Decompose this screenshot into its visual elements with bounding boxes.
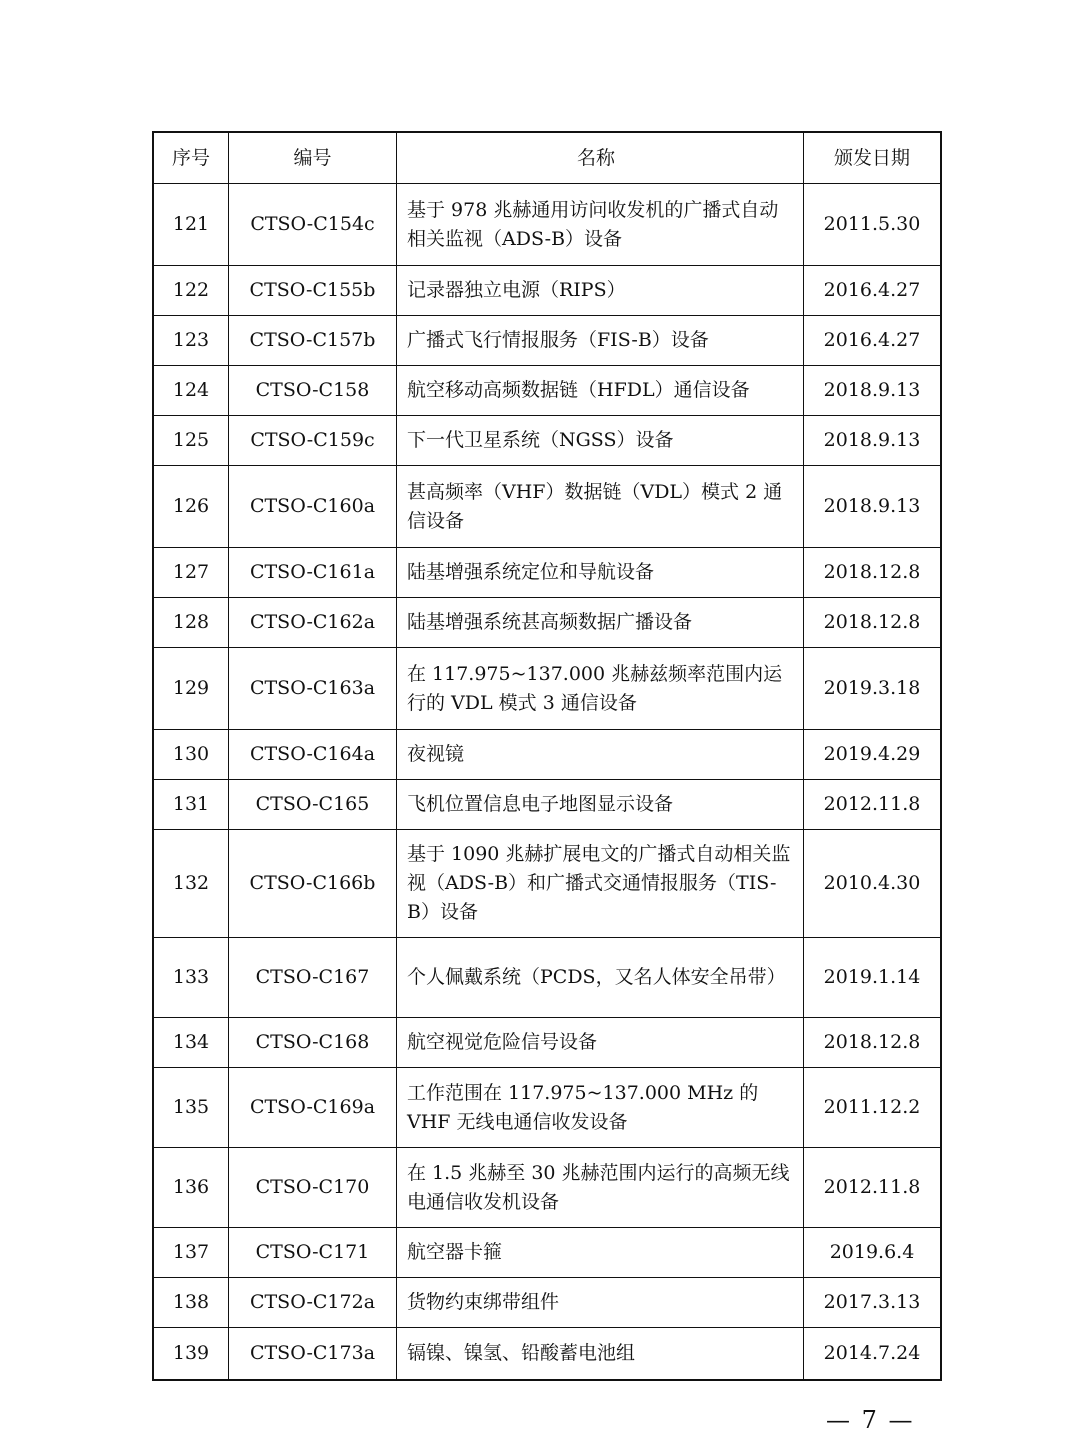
cell-seq: 139 bbox=[153, 1328, 229, 1380]
cell-seq: 137 bbox=[153, 1228, 229, 1278]
cell-code: CTSO-C173a bbox=[229, 1328, 397, 1380]
cell-name: 航空移动高频数据链（HFDL）通信设备 bbox=[397, 366, 804, 416]
table-header-row bbox=[153, 132, 941, 184]
cell-code: CTSO-C169a bbox=[229, 1068, 397, 1148]
cell-name: 陆基增强系统甚高频数据广播设备 bbox=[397, 598, 804, 648]
cell-name: 广播式飞行情报服务（FIS-B）设备 bbox=[397, 316, 804, 366]
table-row bbox=[153, 316, 941, 366]
header-name: 名称 bbox=[397, 132, 804, 184]
table-row bbox=[153, 1228, 941, 1278]
table-row bbox=[153, 1328, 941, 1380]
table-row bbox=[153, 1148, 941, 1228]
table-row bbox=[153, 366, 941, 416]
header-code: 编号 bbox=[229, 132, 397, 184]
cell-date: 2019.6.4 bbox=[804, 1228, 942, 1278]
cell-seq: 132 bbox=[153, 830, 229, 938]
cell-date: 2018.9.13 bbox=[804, 366, 942, 416]
cell-seq: 127 bbox=[153, 548, 229, 598]
cell-seq: 123 bbox=[153, 316, 229, 366]
cell-code: CTSO-C161a bbox=[229, 548, 397, 598]
cell-name: 记录器独立电源（RIPS） bbox=[397, 266, 804, 316]
page-number: — 7 — bbox=[826, 1406, 915, 1434]
cell-name: 基于 1090 兆赫扩展电文的广播式自动相关监视（ADS-B）和广播式交通情报服务（TIS-B）设备 bbox=[397, 830, 804, 938]
cell-code: CTSO-C163a bbox=[229, 648, 397, 730]
cell-seq: 131 bbox=[153, 780, 229, 830]
certification-table bbox=[152, 131, 942, 1381]
table-row bbox=[153, 1068, 941, 1148]
cell-date: 2012.11.8 bbox=[804, 780, 942, 830]
cell-code: CTSO-C166b bbox=[229, 830, 397, 938]
cell-date: 2011.5.30 bbox=[804, 184, 942, 266]
cell-name: 航空视觉危险信号设备 bbox=[397, 1018, 804, 1068]
cell-date: 2019.4.29 bbox=[804, 730, 942, 780]
cell-seq: 134 bbox=[153, 1018, 229, 1068]
cell-date: 2016.4.27 bbox=[804, 266, 942, 316]
cell-date: 2017.3.13 bbox=[804, 1278, 942, 1328]
table-row bbox=[153, 830, 941, 938]
cell-name: 航空器卡箍 bbox=[397, 1228, 804, 1278]
cell-seq: 138 bbox=[153, 1278, 229, 1328]
cell-seq: 136 bbox=[153, 1148, 229, 1228]
cell-code: CTSO-C165 bbox=[229, 780, 397, 830]
cell-code: CTSO-C157b bbox=[229, 316, 397, 366]
cell-date: 2019.1.14 bbox=[804, 938, 942, 1018]
cell-code: CTSO-C167 bbox=[229, 938, 397, 1018]
cell-seq: 133 bbox=[153, 938, 229, 1018]
cell-name: 个人佩戴系统（PCDS，又名人体安全吊带） bbox=[397, 938, 804, 1018]
table-row bbox=[153, 1278, 941, 1328]
cell-date: 2010.4.30 bbox=[804, 830, 942, 938]
header-date: 颁发日期 bbox=[804, 132, 942, 184]
cell-date: 2018.9.13 bbox=[804, 416, 942, 466]
cell-code: CTSO-C155b bbox=[229, 266, 397, 316]
table-row bbox=[153, 598, 941, 648]
cell-date: 2018.12.8 bbox=[804, 1018, 942, 1068]
cell-seq: 129 bbox=[153, 648, 229, 730]
cell-seq: 124 bbox=[153, 366, 229, 416]
cell-name: 货物约束绑带组件 bbox=[397, 1278, 804, 1328]
table-row bbox=[153, 266, 941, 316]
cell-seq: 126 bbox=[153, 466, 229, 548]
cell-date: 2014.7.24 bbox=[804, 1328, 942, 1380]
cell-name: 甚高频率（VHF）数据链（VDL）模式 2 通信设备 bbox=[397, 466, 804, 548]
cell-seq: 135 bbox=[153, 1068, 229, 1148]
cell-date: 2012.11.8 bbox=[804, 1148, 942, 1228]
cell-seq: 128 bbox=[153, 598, 229, 648]
cell-seq: 122 bbox=[153, 266, 229, 316]
cell-code: CTSO-C162a bbox=[229, 598, 397, 648]
cell-name: 基于 978 兆赫通用访问收发机的广播式自动相关监视（ADS-B）设备 bbox=[397, 184, 804, 266]
cell-name: 镉镍、镍氢、铅酸蓄电池组 bbox=[397, 1328, 804, 1380]
table-body bbox=[153, 184, 941, 1380]
cell-code: CTSO-C164a bbox=[229, 730, 397, 780]
cell-name: 飞机位置信息电子地图显示设备 bbox=[397, 780, 804, 830]
cell-code: CTSO-C160a bbox=[229, 466, 397, 548]
cell-code: CTSO-C158 bbox=[229, 366, 397, 416]
cell-date: 2011.12.2 bbox=[804, 1068, 942, 1148]
cell-seq: 125 bbox=[153, 416, 229, 466]
cell-code: CTSO-C159c bbox=[229, 416, 397, 466]
cell-name: 在 1.5 兆赫至 30 兆赫范围内运行的高频无线电通信收发机设备 bbox=[397, 1148, 804, 1228]
table-row bbox=[153, 416, 941, 466]
table-row bbox=[153, 730, 941, 780]
cell-date: 2018.12.8 bbox=[804, 548, 942, 598]
table-row bbox=[153, 780, 941, 830]
cell-code: CTSO-C172a bbox=[229, 1278, 397, 1328]
table-row bbox=[153, 1018, 941, 1068]
table-row bbox=[153, 938, 941, 1018]
cell-code: CTSO-C170 bbox=[229, 1148, 397, 1228]
cell-name: 陆基增强系统定位和导航设备 bbox=[397, 548, 804, 598]
cell-date: 2018.12.8 bbox=[804, 598, 942, 648]
cell-seq: 121 bbox=[153, 184, 229, 266]
cell-name: 夜视镜 bbox=[397, 730, 804, 780]
table-row bbox=[153, 466, 941, 548]
cell-seq: 130 bbox=[153, 730, 229, 780]
table-row bbox=[153, 548, 941, 598]
cell-date: 2016.4.27 bbox=[804, 316, 942, 366]
cell-date: 2019.3.18 bbox=[804, 648, 942, 730]
cell-code: CTSO-C171 bbox=[229, 1228, 397, 1278]
cell-name: 在 117.975~137.000 兆赫兹频率范围内运行的 VDL 模式 3 通信设备 bbox=[397, 648, 804, 730]
cell-code: CTSO-C154c bbox=[229, 184, 397, 266]
table-row bbox=[153, 184, 941, 266]
header-seq: 序号 bbox=[153, 132, 229, 184]
table-row bbox=[153, 648, 941, 730]
cell-name: 工作范围在 117.975~137.000 MHz 的 VHF 无线电通信收发设备 bbox=[397, 1068, 804, 1148]
cell-name: 下一代卫星系统（NGSS）设备 bbox=[397, 416, 804, 466]
cell-date: 2018.9.13 bbox=[804, 466, 942, 548]
cell-code: CTSO-C168 bbox=[229, 1018, 397, 1068]
